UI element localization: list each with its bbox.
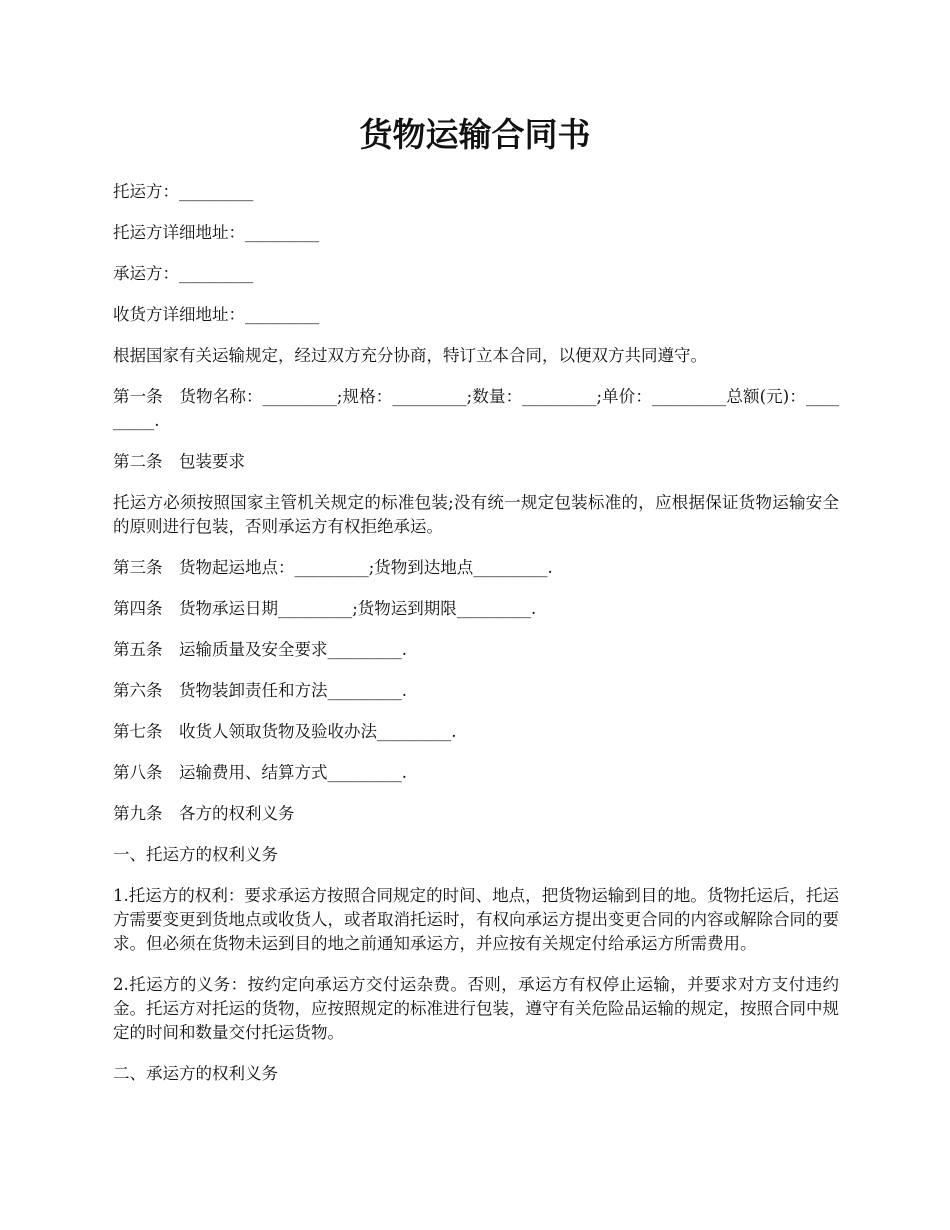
paragraph-article-9: 第九条 各方的权利义务 bbox=[113, 804, 295, 823]
paragraph-shipper: 托运方：_________ bbox=[113, 182, 254, 201]
paragraph-article-1: 第一条 货物名称：_________;规格：_________;数量：_________;单价：_________总额(元)：_________. bbox=[113, 387, 839, 430]
document-title: 货物运输合同书 bbox=[359, 115, 591, 154]
paragraph-article-3: 第三条 货物起运地点：_________;货物到达地点_________. bbox=[113, 558, 553, 577]
paragraph-consignee-address: 收货方详细地址：_________ bbox=[113, 305, 320, 324]
paragraph-article-2: 第二条 包装要求 bbox=[113, 452, 245, 471]
paragraph-article-4: 第四条 货物承运日期_________;货物运到期限_________. bbox=[113, 599, 537, 618]
paragraph-shipper-obligations: 2.托运方的义务：按约定向承运方交付运杂费。否则，承运方有权停止运输，并要求对方支付违约金。托运方对托运的货物，应按照规定的标准进行包装，遵守有关危险品运输的规定，按照合同中规定的时间和数量交付托运货物。 bbox=[113, 975, 839, 1042]
paragraph-preamble: 根据国家有关运输规定，经过双方充分协商，特订立本合同，以便双方共同遵守。 bbox=[113, 346, 707, 365]
paragraph-article-8: 第八条 运输费用、结算方式_________. bbox=[113, 763, 407, 782]
paragraph-article-5: 第五条 运输质量及安全要求_________. bbox=[113, 640, 407, 659]
paragraph-article-7: 第七条 收货人领取货物及验收办法_________. bbox=[113, 722, 457, 741]
paragraph-article-2-body: 托运方必须按照国家主管机关规定的标准包装;没有统一规定包装标准的，应根据保证货物运输安全的原则进行包装，否则承运方有权拒绝承运。 bbox=[113, 493, 839, 536]
paragraph-shipper-address: 托运方详细地址：_________ bbox=[113, 223, 320, 242]
document-body bbox=[113, 180, 839, 1103]
paragraph-carrier: 承运方：_________ bbox=[113, 264, 254, 283]
paragraph-section-2-heading: 二、承运方的权利义务 bbox=[113, 1064, 278, 1083]
paragraph-article-6: 第六条 货物装卸责任和方法_________. bbox=[113, 681, 407, 700]
paragraph-section-1-heading: 一、托运方的权利义务 bbox=[113, 845, 278, 864]
paragraph-shipper-rights: 1.托运方的权利：要求承运方按照合同规定的时间、地点，把货物运输到目的地。货物托运后，托运方需要变更到货地点或收货人，或者取消托运时，有权向承运方提出变更合同的内容或解除合同的要求。但必须在货物未运到目的地之前通知承运方，并应按有关规定付给承运方所需费用。 bbox=[113, 886, 839, 953]
